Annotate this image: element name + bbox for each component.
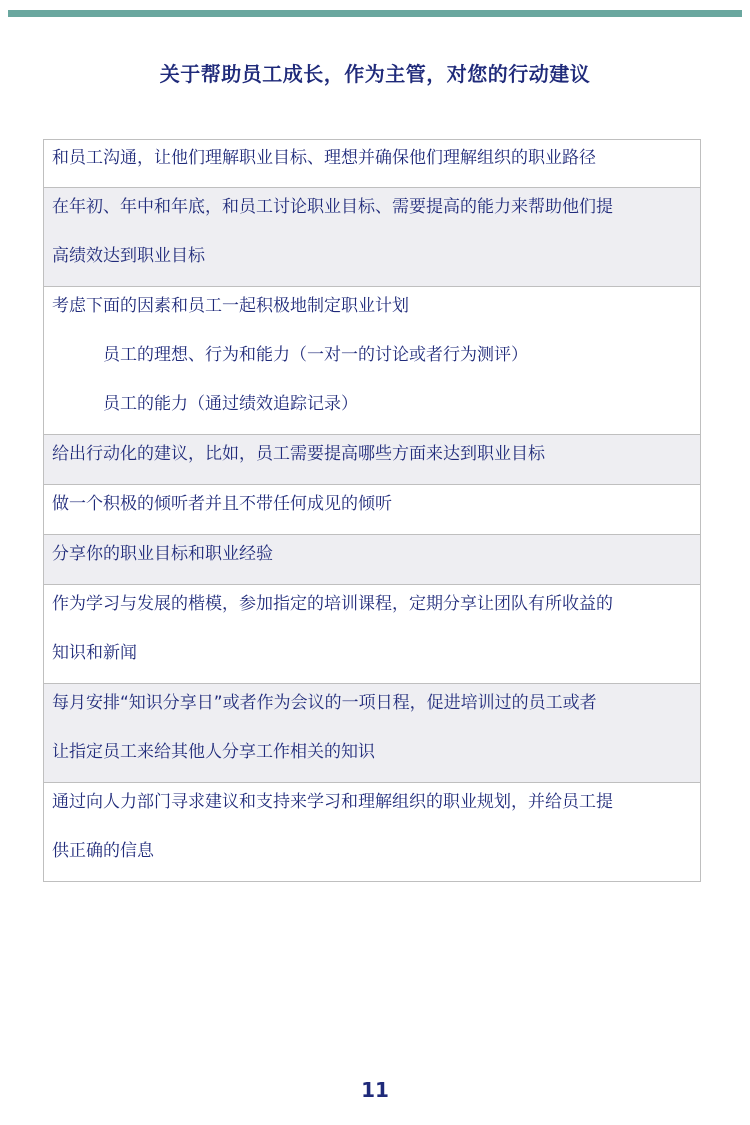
table-row — [44, 783, 700, 882]
table-row — [44, 287, 700, 435]
table-row — [44, 140, 700, 188]
page-title: 关于帮助员工成长，作为主管，对您的行动建议 — [159, 62, 591, 86]
row-text: 和员工沟通，让他们理解职业目标、理想并确保他们理解组织的职业路径 — [52, 148, 596, 168]
row-text: 做一个积极的倾听者并且不带任何成见的倾听 — [52, 494, 392, 514]
table-row — [44, 535, 700, 585]
row-text: 在年初、年中和年底，和员工讨论职业目标、需要提高的能力来帮助他们提 — [52, 197, 613, 217]
row-text: 每月安排“知识分享日”或者作为会议的一项日程，促进培训过的员工或者 — [52, 693, 597, 713]
page-number: 11 — [361, 1078, 389, 1102]
row-text: 给出行动化的建议，比如，员工需要提高哪些方面来达到职业目标 — [52, 444, 545, 464]
row-text: 让指定员工来给其他人分享工作相关的知识 — [52, 742, 375, 762]
table-row — [44, 435, 700, 485]
row-text: 供正确的信息 — [52, 841, 154, 861]
row-text: 通过向人力部门寻求建议和支持来学习和理解组织的职业规划，并给员工提 — [52, 792, 613, 812]
table-row — [44, 684, 700, 783]
row-text: 考虑下面的因素和员工一起积极地制定职业计划 — [52, 296, 409, 316]
row-text: 知识和新闻 — [52, 643, 137, 663]
advice-table — [43, 139, 701, 882]
top-accent-bar — [8, 10, 742, 17]
row-text: 分享你的职业目标和职业经验 — [52, 544, 273, 564]
row-text: 作为学习与发展的楷模，参加指定的培训课程，定期分享让团队有所收益的 — [52, 594, 613, 614]
table-row — [44, 485, 700, 535]
table-row — [44, 585, 700, 684]
row-text: 高绩效达到职业目标 — [52, 246, 205, 266]
row-sub-item: 员工的理想、行为和能力（一对一的讨论或者行为测评） — [103, 345, 528, 365]
row-sub-item: 员工的能力（通过绩效追踪记录） — [103, 394, 358, 414]
table-row — [44, 188, 700, 287]
